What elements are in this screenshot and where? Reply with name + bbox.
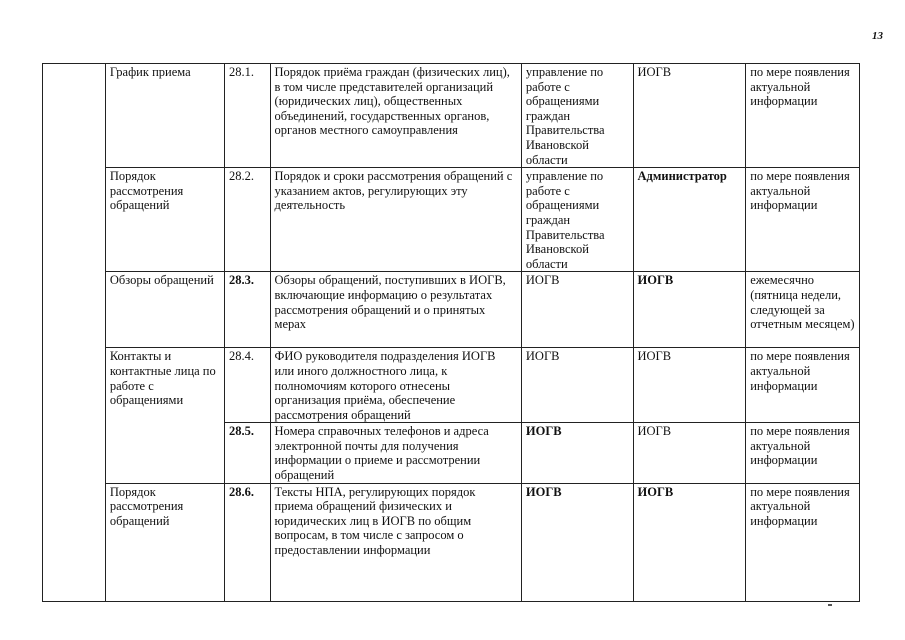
placement-cell: ИОГВ	[633, 483, 746, 601]
table-row	[43, 168, 860, 272]
period-cell: ежемесячно (пятница недели, следующей за отчетным месяцем)	[746, 272, 860, 348]
number-cell: 28.3.	[225, 272, 271, 348]
content-cell: Обзоры обращений, поступивших в ИОГВ, включающие информацию о результатах рассмотрения обращений и о принятых мерах	[270, 272, 521, 348]
page-number: 13	[872, 30, 883, 42]
table-row	[43, 272, 860, 348]
number-cell: 28.4.	[225, 348, 271, 423]
placement-cell: ИОГВ	[633, 423, 746, 483]
scan-artifact	[828, 604, 832, 606]
section-cell: График приема	[105, 64, 224, 168]
period-cell: по мере появления актуальной информации	[746, 348, 860, 423]
number-cell: 28.5.	[225, 423, 271, 483]
section-cell: Порядок рассмотрения обращений	[105, 168, 224, 272]
table-row	[43, 64, 860, 168]
number-cell: 28.2.	[225, 168, 271, 272]
period-cell: по мере появления актуальной информации	[746, 168, 860, 272]
period-cell: по мере появления актуальной информации	[746, 423, 860, 483]
responsible-cell: управление по работе с обращениями граждан Правительства Ивановской области	[521, 168, 633, 272]
placement-cell: ИОГВ	[633, 272, 746, 348]
placement-cell: Администратор	[633, 168, 746, 272]
content-cell: Номера справочных телефонов и адреса электронной почты для получения информации о приеме и рассмотрении обращений	[270, 423, 521, 483]
number-cell: 28.1.	[225, 64, 271, 168]
responsible-cell: ИОГВ	[521, 272, 633, 348]
placement-cell: ИОГВ	[633, 64, 746, 168]
section-cell: Контакты и контактные лица по работе с обращениями	[105, 348, 224, 483]
period-cell: по мере появления актуальной информации	[746, 64, 860, 168]
responsible-cell: ИОГВ	[521, 348, 633, 423]
left-margin-column	[43, 64, 106, 602]
responsible-cell: управление по работе с обращениями граждан Правительства Ивановской области	[521, 64, 633, 168]
section-cell: Порядок рассмотрения обращений	[105, 483, 224, 601]
responsible-cell: ИОГВ	[521, 423, 633, 483]
period-cell: по мере появления актуальной информации	[746, 483, 860, 601]
table-row	[43, 348, 860, 423]
content-cell: Порядок и сроки рассмотрения обращений с указанием актов, регулирующих эту деятельность	[270, 168, 521, 272]
table-row	[43, 483, 860, 601]
content-cell: Порядок приёма граждан (физических лиц), в том числе представителей организаций (юридических лиц), общественных объединений, государственных органов, органов местного самоуправления	[270, 64, 521, 168]
section-cell: Обзоры обращений	[105, 272, 224, 348]
content-cell: ФИО руководителя подразделения ИОГВ или иного должностного лица, к полномочиям которого отнесены организация приёма, обеспечение рассмотрения обращений	[270, 348, 521, 423]
number-cell: 28.6.	[225, 483, 271, 601]
document-table	[42, 63, 860, 602]
content-cell: Тексты НПА, регулирующих порядок приема обращений физических и юридических лиц в ИОГВ по общим вопросам, в том числе с запросом о предоставлении информации	[270, 483, 521, 601]
responsible-cell: ИОГВ	[521, 483, 633, 601]
placement-cell: ИОГВ	[633, 348, 746, 423]
